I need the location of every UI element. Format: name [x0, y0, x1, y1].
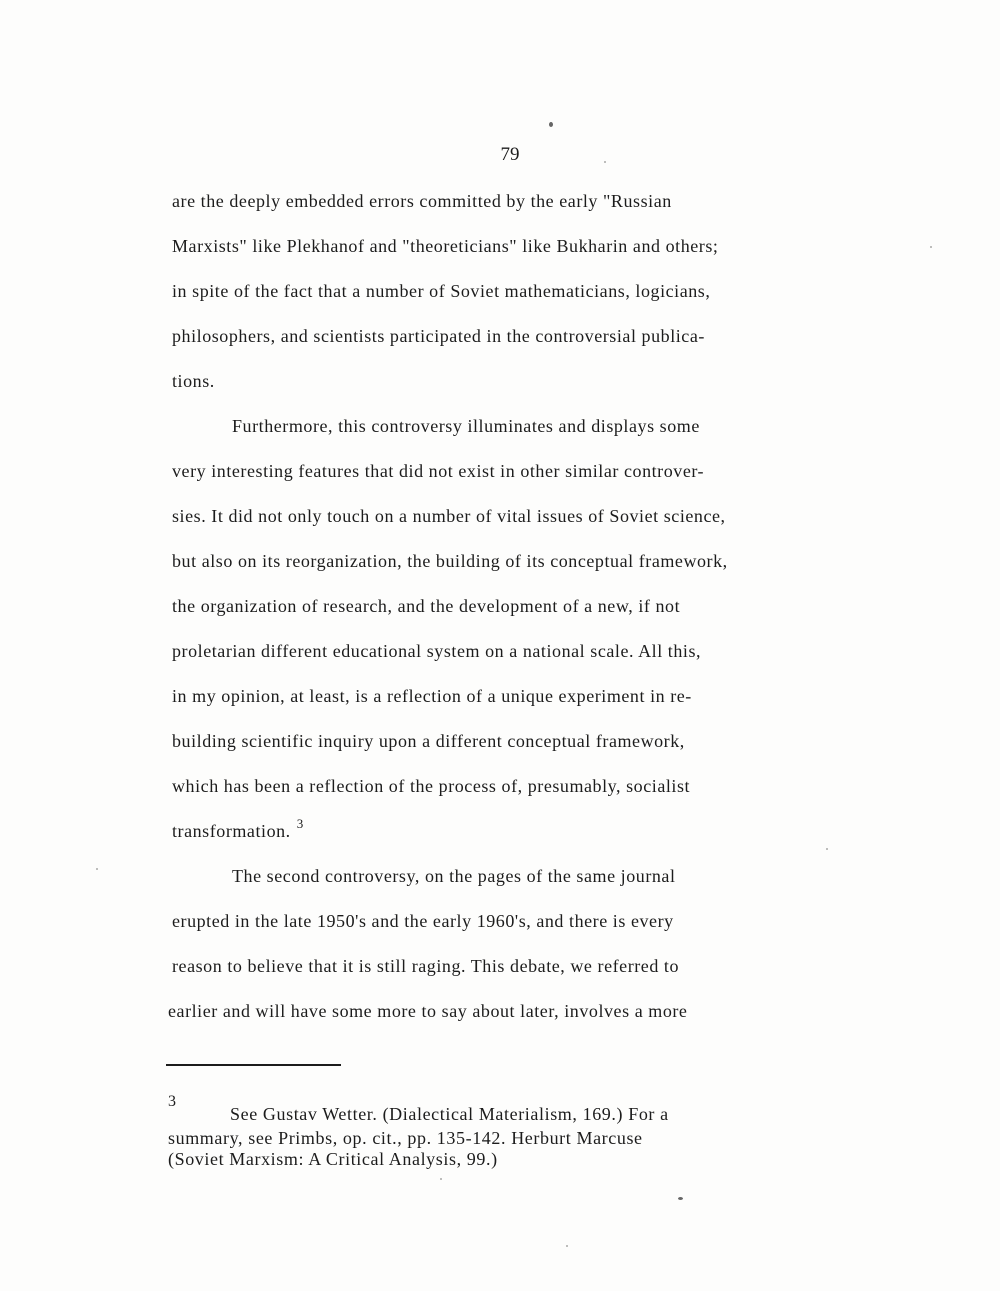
body-line: in spite of the fact that a number of Soviet mathematicians, logicians, [172, 281, 711, 301]
body-line: the organization of research, and the development of a new, if not [172, 596, 681, 616]
body-line: erupted in the late 1950's and the early 1960's, and there is every [172, 911, 674, 931]
body-line: Marxists" like Plekhanof and "theoreticians" like Bukharin and others; [172, 236, 719, 256]
scan-speck [678, 1197, 683, 1200]
footnote-reference: 3 [296, 816, 304, 831]
body-line: but also on its reorganization, the building of its conceptual framework, [172, 551, 728, 571]
footnote-line: summary, see Primbs, op. cit., pp. 135-142. Herburt Marcuse [168, 1128, 643, 1148]
body-line: building scientific inquiry upon a different conceptual framework, [172, 731, 685, 751]
scan-speck [826, 848, 828, 850]
scan-speck [566, 1245, 568, 1247]
scan-speck [604, 161, 606, 163]
body-line: The second controversy, on the pages of the same journal [232, 866, 676, 886]
scan-speck [549, 122, 553, 127]
body-line [172, 816, 304, 844]
footnote-line: (Soviet Marxism: A Critical Analysis, 99.) [168, 1149, 498, 1169]
body-line: Furthermore, this controversy illuminates and displays some [232, 416, 700, 436]
body-line: are the deeply embedded errors committed by the early "Russian [172, 191, 672, 211]
scan-speck [96, 868, 98, 870]
body-line: very interesting features that did not exist in other similar controver- [172, 461, 705, 481]
body-line: earlier and will have some more to say about later, involves a more [168, 1001, 688, 1021]
body-line: which has been a reflection of the process of, presumably, socialist [172, 776, 691, 796]
body-line-text: transformation. [172, 821, 291, 841]
body-line: sies. It did not only touch on a number of vital issues of Soviet science, [172, 506, 726, 526]
body-line: reason to believe that it is still raging. This debate, we referred to [172, 956, 680, 976]
scan-speck [440, 1178, 442, 1180]
footnote-line: See Gustav Wetter. (Dialectical Materialism, 169.) For a [230, 1104, 669, 1124]
page-number: 79 [500, 144, 520, 165]
body-line: philosophers, and scientists participated in the controversial publica- [172, 326, 705, 346]
footnote-divider [166, 1064, 341, 1066]
footnote-number: 3 [168, 1093, 176, 1110]
scan-speck [930, 246, 932, 248]
body-line: in my opinion, at least, is a reflection of a unique experiment in re- [172, 686, 692, 706]
body-line: tions. [172, 371, 215, 391]
body-line: proletarian different educational system on a national scale. All this, [172, 641, 702, 661]
